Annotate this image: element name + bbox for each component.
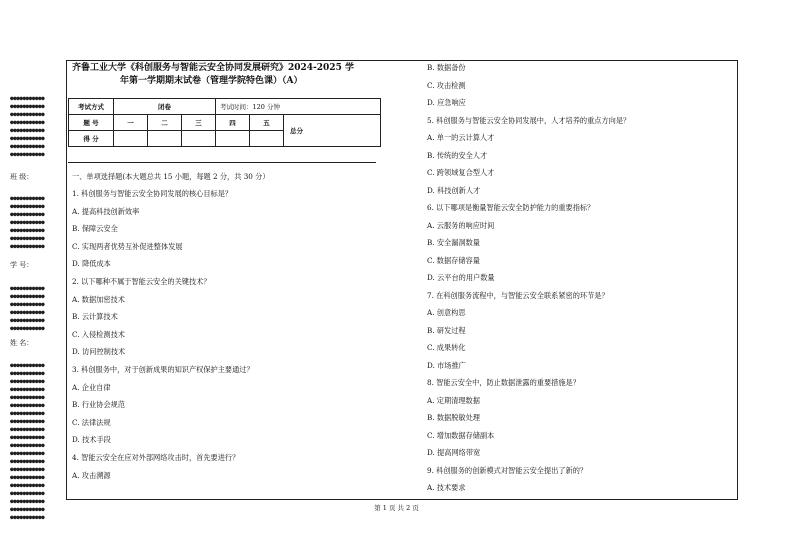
question-stem: 1. 科创服务与智能云安全协同发展的核心目标是？ [72,189,233,198]
answer-option: B. 数据备份 [427,63,466,72]
score-cell [114,131,148,147]
answer-option: A. 攻击溯源 [72,470,111,480]
answer-option: D. 技术手段 [72,435,111,445]
answer-option: C. 法律法规 [72,417,111,427]
student-id-label: 学 号： [10,261,34,269]
score-cell [250,131,284,147]
binding-line-dots: ●●●●●●●●●●● ●●●●●●●●●●● ●●●●●●●●●●● ●●●●●●●●●●● ●●●●●●●●●●● ●●●●●●●●●●● ●●●●●●●●●●● ●●●●●●●●●●● [10,95,45,158]
answer-option: A. 云服务的响应时间 [427,220,495,230]
binding-line-dots: ●●●●●●●●●●● ●●●●●●●●●●● ●●●●●●●●●●● ●●●●●●●●●●● ●●●●●●●●●●● ●●●●●●●●●●● [10,285,45,332]
answer-option: C. 跨领域复合型人才 [427,168,495,177]
col-1: 一 [114,115,148,131]
answer-option: C. 攻击检测 [427,80,466,90]
question-stem: 3. 科创服务中，对于创新成果的知识产权保护主要通过？ [72,365,254,374]
score-cell [216,131,250,147]
answer-option: D. 市场推广 [427,360,466,370]
answer-option: A. 单一的云计算人才 [427,133,495,142]
exam-mode-value: 闭卷 [114,99,216,115]
question-stem: 6. 以下哪项是衡量智能云安全防护能力的重要指标？ [427,203,595,212]
class-label: 班 级： [10,173,34,181]
answer-option: A. 创意构思 [427,308,466,317]
question-stem: 4. 智能云安全在应对外部网络攻击时，首先要进行？ [72,453,240,462]
question-stem: 2. 以下哪种不属于智能云安全的关键技术？ [72,277,211,286]
answer-option: A. 企业自律 [72,382,111,392]
answer-option: B. 研发过程 [427,325,466,335]
exam-mode-label: 考试方式 [69,99,114,115]
question-stem: 9. 科创服务的创新模式对智能云安全提出了新的？ [427,465,588,475]
answer-option: D. 应急响应 [427,98,466,107]
name-label: 姓 名： [10,339,34,347]
answer-option: A. 定期清理数据 [427,395,480,405]
answer-option: D. 科技创新人才 [427,185,481,195]
title-line1: 齐鲁工业大学《科创服务与智能云安全协同发展研究》2024-2025 学 [72,63,354,73]
answer-option: B. 传统的安全人才 [427,150,488,160]
answer-option: D. 访问控制技术 [72,347,126,357]
answer-option: C. 入侵检测技术 [72,329,125,339]
answer-option: D. 云平台的用户数量 [427,273,495,282]
score-label: 得 分 [69,131,114,147]
exam-title [72,62,392,88]
answer-option: B. 数据脱敏处理 [427,413,480,422]
answer-option: C. 实现两者优势互补促进整体发展 [72,241,183,251]
answer-option: B. 云计算技术 [72,312,118,322]
answer-option: A. 提高科技创新效率 [72,206,140,216]
binding-line-dots: ●●●●●●●●●●● ●●●●●●●●●●● ●●●●●●●●●●● ●●●●●●●●●●● ●●●●●●●●●●● ●●●●●●●●●●● ●●●●●●●●●●● [10,195,45,250]
answer-option: B. 行业协会规范 [72,400,125,410]
title-line2: 年第一学期期末试卷（管理学院特色课）（A） [120,76,303,86]
section1-heading: 一、单项选择题(本大题总共 15 小题，每题 2 分，共 30 分） [72,172,270,181]
answer-option: B. 保障云安全 [72,224,118,234]
page-number: 第 1 页 共 2 页 [374,504,419,512]
col-4: 四 [216,115,250,131]
answer-option: C. 增加数据存储副本 [427,430,495,440]
col-2: 二 [148,115,182,131]
question-stem: 7. 在科创服务流程中，与智能云安全联系紧密的环节是？ [427,290,609,300]
answer-option: B. 安全漏洞数量 [427,238,480,247]
answer-option: A. 数据加密技术 [72,294,125,304]
score-table [68,98,381,147]
col-5: 五 [250,115,284,131]
total-label: 总分 [284,115,381,147]
question-stem: 5. 科创服务与智能云安全协同发展中，人才培养的重点方向是？ [427,115,631,125]
score-cell [182,131,216,147]
question-stem: 8. 智能云安全中，防止数据泄露的重要措施是？ [427,378,580,387]
answer-option: C. 数据存储容量 [427,255,480,265]
answer-option: C. 成果转化 [427,343,466,352]
answer-option: D. 降低成本 [72,259,111,269]
exam-time: 考试时间：120 分钟 [216,99,381,115]
section-divider [68,162,376,163]
question-no-label: 题 号 [69,115,114,131]
col-3: 三 [182,115,216,131]
score-cell [148,131,182,147]
answer-option: A. 技术要求 [427,483,466,492]
binding-line-dots: ●●●●●●●●●●● ●●●●●●●●●●● ●●●●●●●●●●● ●●●●●●●●●●● ●●●●●●●●●●● ●●●●●●●●●●● ●●●●●●●●●●● ●●●●●●●●●●● ●●●●●●●●●●● ●●●●●●●●●●● ●●●●●●●●●●● ●●●●●●●●●●● ●●●●●●●●●●● ●●●●●●●●●●● ●●●●●●●●●●● ●●●●●●●●●●● ●●●●●●●●●●● ●●●●●●●●●●● ●●●●●●●●●●● ●●●●●●●●●●● [10,362,45,521]
answer-option: D. 提高网络带宽 [427,448,481,457]
